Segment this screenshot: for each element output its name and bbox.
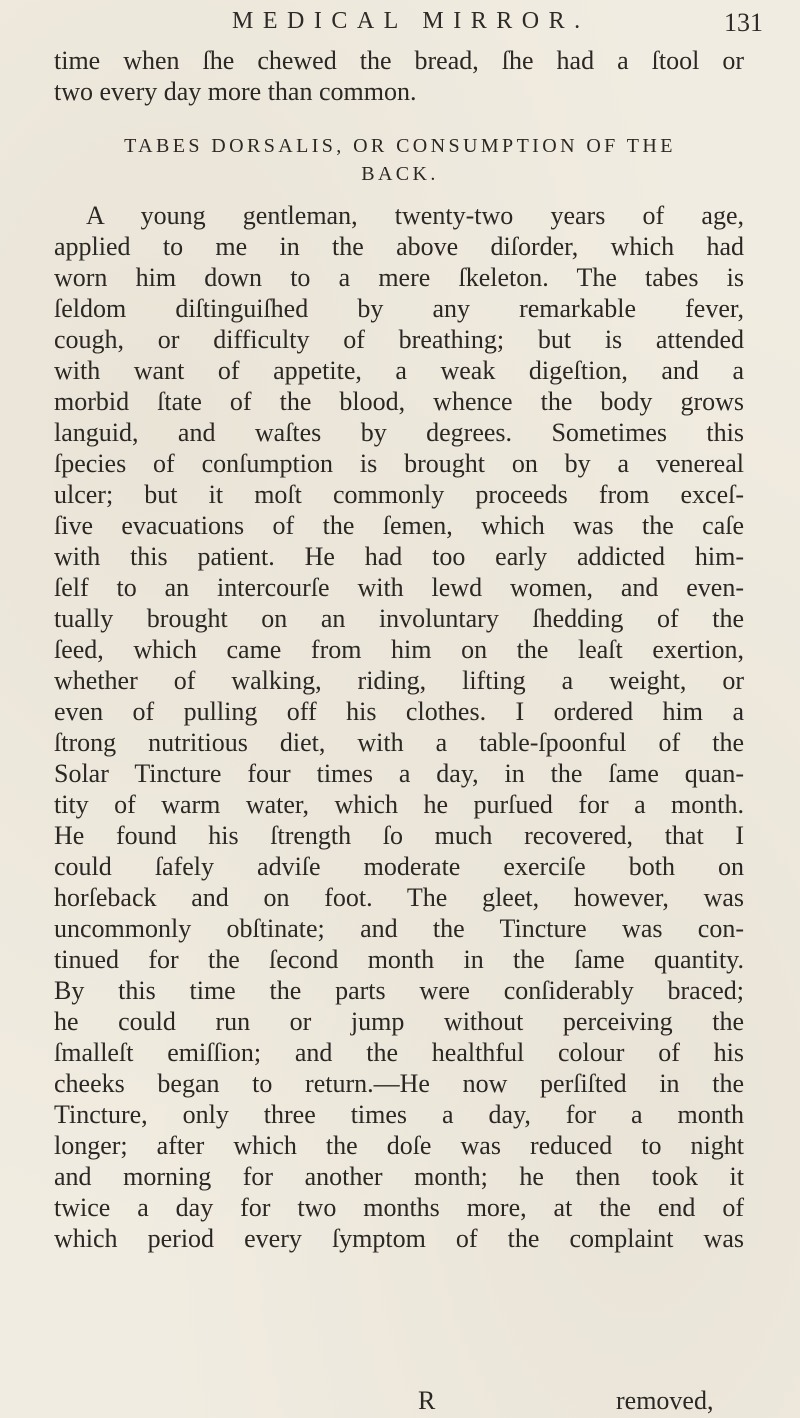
text-line: A young gentleman, twenty-two years of age, — [86, 201, 744, 230]
text-line: tity of warm water, which he purſued for a month. — [54, 790, 744, 819]
text-line: Solar Tincture four times a day, in the ſame quan- — [54, 759, 744, 788]
text-line: could ſafely adviſe moderate exerciſe both on — [54, 852, 744, 881]
text-line: cheeks began to return.—He now perſiſted in the — [54, 1069, 744, 1098]
text-line: ſtrong nutritious diet, with a table-ſpoonful of the — [54, 728, 744, 757]
text-line: cough, or difficulty of breathing; but is attended — [54, 325, 744, 354]
text-line: Tincture, only three times a day, for a month — [54, 1100, 744, 1129]
text-line: longer; after which the doſe was reduced to night — [54, 1131, 744, 1160]
catchword: removed, — [616, 1386, 714, 1415]
page-header — [0, 8, 800, 40]
text-line: with want of appetite, a weak digeſtion, and a — [54, 356, 744, 385]
text-line: He found his ſtrength ſo much recovered, that I — [54, 821, 744, 850]
running-head: MEDICAL MIRROR. — [232, 8, 590, 34]
text-line: with this patient. He had too early addicted him- — [54, 542, 744, 571]
text-line: tually brought on an involuntary ſhedding of the — [54, 604, 744, 633]
section-heading-continued: BACK. — [361, 163, 439, 185]
text-line: worn him down to a mere ſkeleton. The tabes is — [54, 263, 744, 292]
page-number: 131 — [724, 8, 763, 37]
text-line: ſelf to an intercourſe with lewd women, and even- — [54, 573, 744, 602]
text-line: ſpecies of conſumption is brought on by a venereal — [54, 449, 744, 478]
text-line: and morning for another month; he then took it — [54, 1162, 744, 1191]
page-footer — [0, 1386, 800, 1417]
text-line: ſeldom diſtinguiſhed by any remarkable fever, — [54, 294, 744, 323]
text-line: languid, and waſtes by degrees. Sometimes this — [54, 418, 744, 447]
text-line: even of pulling off his clothes. I ordered him a — [54, 697, 744, 726]
text-line: ſeed, which came from him on the leaſt exertion, — [54, 635, 744, 664]
text-line: ſive evacuations of the ſemen, which was the caſe — [54, 511, 744, 540]
text-line: morbid ſtate of the blood, whence the body grows — [54, 387, 744, 416]
text-line: whether of walking, riding, lifting a weight, or — [54, 666, 744, 695]
text-line: uncommonly obſtinate; and the Tincture was con- — [54, 914, 744, 943]
text-line: ſmalleſt emiſſion; and the healthful colour of his — [54, 1038, 744, 1067]
text-line: tinued for the ſecond month in the ſame quantity. — [54, 945, 744, 974]
text-line: By this time the parts were conſiderably braced; — [54, 976, 744, 1005]
text-line: horſeback and on foot. The gleet, however, was — [54, 883, 744, 912]
text-line: he could run or jump without perceiving the — [54, 1007, 744, 1036]
text-line: ulcer; but it moſt commonly proceeds from exceſ- — [54, 480, 744, 509]
text-line: which period every ſymptom of the complaint was — [54, 1224, 744, 1253]
text-line: twice a day for two months more, at the end of — [54, 1193, 744, 1222]
text-line: two every day more than common. — [54, 77, 417, 106]
text-line: applied to me in the above diſorder, which had — [54, 232, 744, 261]
section-heading: TABES DORSALIS, OR CONSUMPTION OF THE — [124, 135, 676, 157]
signature-mark: R — [418, 1386, 436, 1415]
text-line: time when ſhe chewed the bread, ſhe had a ſtool or — [54, 46, 744, 75]
